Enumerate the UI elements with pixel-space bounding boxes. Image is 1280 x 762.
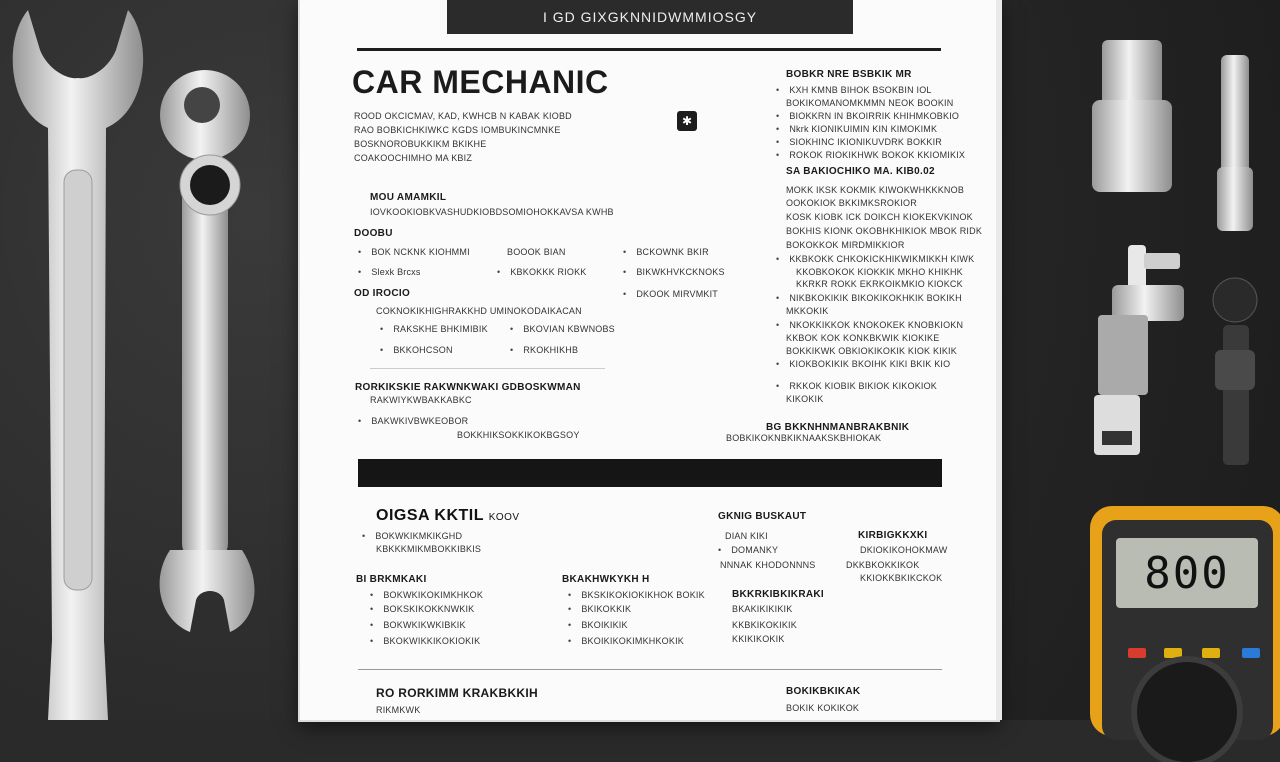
- multimeter: [1090, 506, 1280, 736]
- section2-sub: RAKWIYKWBAKKABKC: [370, 395, 472, 405]
- paper-edge: [996, 0, 1002, 720]
- list-item: • BKSKIKOKIOKIKHOK BOKIK: [568, 589, 705, 602]
- blue-button: [1242, 648, 1260, 658]
- list-item: DKIOKIKOHOKMAW: [860, 545, 948, 555]
- yellow-button: [1164, 648, 1182, 658]
- section4-heading-c: BKKRKIBKIKRAKI: [732, 589, 824, 600]
- right-line: • RKKOK KIOBIK BIKIOK KIKOKIOK: [776, 380, 937, 393]
- list-item: • BAKWKIVBWKEOBOR: [358, 415, 468, 428]
- socket-large: [1090, 40, 1175, 195]
- list-item: • BOK NCKNK KIOHMMI: [358, 246, 470, 259]
- right-line: • SIOKHINC IKIONIKUVDRK BOKKIR: [776, 136, 942, 149]
- right-line: • BIOKKRN IN BKOIRRIK KHIHMKOBKIO: [776, 110, 959, 123]
- dial-knob: [1137, 662, 1237, 762]
- socket-dark: [1205, 270, 1270, 470]
- list-item: • KBKOKKK RIOKK: [497, 266, 586, 279]
- gear-icon: ✱: [677, 111, 697, 131]
- list-item: • DOMANKY: [718, 544, 778, 557]
- list-item: • BOKSKIKOKKNWKIK: [370, 603, 474, 616]
- section3-heading-text: OIGSA KKTIL: [376, 507, 484, 524]
- right-line: BOKKIKWK OBKIOKIKOKIK KIOK KIKIK: [786, 346, 957, 356]
- right-line: • KIOKBOKIKIK BKOIHK KIKI BKIK KIO: [776, 358, 950, 371]
- section3-heading: [376, 507, 520, 525]
- right-line: • KKBKOKK CHKOKICKHIKWIKMIKKH KIWK: [776, 253, 974, 266]
- right-line: KKBOK KOK KONKBKWIK KIOKIKE: [786, 333, 940, 343]
- list-item: • BIKWKHVKCKNOKS: [623, 266, 725, 279]
- section4-heading-b: BKAKHWKYKH H: [562, 574, 650, 585]
- list-item: • RAKSKHE BHKIMIBIK: [380, 323, 488, 336]
- list-item: NNNAK KHODONNNS: [720, 560, 816, 570]
- right-heading-2: SA BAKIOCHIKO MA. KIB0.02: [786, 166, 935, 177]
- section5-right-heading: BOKIKBKIKAK: [786, 686, 861, 697]
- right-line: MOKK IKSK KOKMIK KIWOKWHKKKNOB: [786, 185, 965, 195]
- right-line: MKKOKIK: [786, 306, 829, 316]
- right-line: BOKHIS KIONK OKOBHKHIKIOK MBOK RIDK: [786, 226, 983, 236]
- right-line: • KXH KMNB BIHOK BSOKBIN IOL: [776, 84, 932, 97]
- list-item: • RKOKHIKHB: [510, 344, 578, 357]
- section3-heading-small: KOOV: [488, 512, 520, 523]
- multimeter-face: [1102, 520, 1273, 740]
- section1-sub-b: COKNOKIKHIGHRAKKHD UMINOKODAIKACAN: [376, 306, 582, 316]
- intro-line: COAKOOCHIMHO MA KBIZ: [354, 153, 473, 163]
- list-item: • Slexk Brcxs: [358, 266, 421, 279]
- divider: [370, 368, 605, 369]
- right-line: BOKOKKOK MIRDMIKKIOR: [786, 240, 905, 250]
- right-line: KKRKR ROKK EKRKOIKMKIO KIOKCK: [796, 279, 963, 289]
- multimeter-display: 800: [1116, 538, 1258, 608]
- yellow-button: [1202, 648, 1220, 658]
- ratchet-wrench: [150, 60, 260, 640]
- wrench-large: [8, 0, 148, 720]
- list-item: BKAKIKIKIKIK: [732, 604, 793, 614]
- list-item: • BKOIKIKOKIMKHKOKIK: [568, 635, 684, 648]
- banner-text: I GD GIXGKNNIDWMMIOSGY: [542, 9, 758, 25]
- list-item: • BOKWKIKWKIBKIK: [370, 619, 466, 632]
- list-item: • BKIKOKKIK: [568, 603, 631, 616]
- intro-line: ROOD OKCICMAV, KAD, KWHCB N KABAK KIOBD: [354, 111, 572, 121]
- section3-far-heading: KIRBIGKKXKI: [858, 530, 928, 541]
- list-item: • BKOKWIKKIKOKIOKIK: [370, 635, 480, 648]
- right-footer-1: BG BKKNHNMANBRAKBNIK: [766, 422, 910, 433]
- section5-right-sub: BOKIK KOKIKOK: [786, 703, 860, 713]
- intro-line: BOSKNOROBUKKIKM BKIKHE: [354, 139, 487, 149]
- right-line: KIKOKIK: [786, 394, 824, 404]
- section1-heading: MOU AMAMKIL: [370, 192, 447, 203]
- socket-extension: [1215, 55, 1257, 235]
- resume-title: CAR MECHANIC: [352, 64, 609, 100]
- right-line: • NIKBKOKIKIK BIKOKIKOKHKIK BOKIKH: [776, 292, 962, 305]
- right-line: • Nkrk KIONIKUIMIN KIN KIMOKIMK: [776, 123, 937, 136]
- intro-line: RAO BOBKICHKIWKC KGDS IOMBUKINCMNKE: [354, 125, 561, 135]
- list-item: • BOKWKIKMKIKGHD: [362, 530, 462, 543]
- section1-subtitle: IOVKOOKIOBKVASHUDKIOBDSOMIOHOKKAVSA KWHB: [370, 207, 614, 217]
- list-item: • BKKOHCSON: [380, 344, 453, 357]
- right-footer-2: BOBKIKOKNBKIKNAAKSKBHIOKAK: [726, 433, 882, 443]
- section1-label-a: DOOBU: [354, 228, 393, 239]
- list-item: • BKOVIAN KBWNOBS: [510, 323, 615, 336]
- red-button: [1128, 648, 1146, 658]
- divider: [358, 669, 942, 670]
- section4-heading-a: BI BRKMKAKI: [356, 574, 427, 585]
- section2-heading: RORKIKSKIE RAKWNKWAKI GDBOSKWMAN: [355, 382, 581, 393]
- section5-sub: RIKMKWK: [376, 705, 421, 715]
- list-item: KKIOKKBKIKCKOK: [860, 573, 943, 583]
- list-item: • BOKWKIKOKIMKHKOK: [370, 589, 483, 602]
- section1-label-b: OD IROCIO: [354, 288, 411, 299]
- title-rule: [357, 48, 941, 51]
- right-line: KKOBKOKOK KIOKKIK MKHO KHIKHK: [796, 267, 963, 277]
- section3-right-heading: GKNIG BUSKAUT: [718, 511, 807, 522]
- right-line: OOKOKIOK BKKIMKSROKIOR: [786, 198, 917, 208]
- section-divider-bar: [358, 459, 942, 487]
- list-item: DIAN KIKI: [725, 531, 768, 541]
- right-heading-1: BOBKR NRE BSBKIK MR: [786, 69, 912, 80]
- list-item: • BCKOWNK BKIR: [623, 246, 709, 259]
- section5-heading: RO RORKIMM KRAKBKKIH: [376, 686, 538, 700]
- resume-banner: [447, 0, 853, 34]
- list-item: DKKBKOKKIKOK: [846, 560, 920, 570]
- right-line: • ROKOK RIOKIKHWK BOKOK KKIOMIKIX: [776, 149, 965, 162]
- list-item: KBKKKMIKMBOKKIBKIS: [376, 544, 482, 554]
- list-item: KKBKIKOKIKIK: [732, 620, 797, 630]
- resume-sheet: [300, 0, 998, 720]
- right-line: • NKOKKIKKOK KNOKOKEK KNOBKIOKN: [776, 319, 963, 332]
- list-item: BOOOK BIAN: [507, 247, 566, 257]
- right-line: KOSK KIOBK ICK DOIKCH KIOKEKVKINOK: [786, 212, 973, 222]
- section2-line: BOKKHIKSOKKIKOKBGSOY: [457, 430, 580, 440]
- list-item: • DKOOK MIRVMKIT: [623, 288, 718, 301]
- list-item: KKIKIKOKIK: [732, 634, 785, 644]
- spark-plug: [1092, 245, 1187, 460]
- list-item: • BKOIKIKIK: [568, 619, 628, 632]
- right-line: BOKIKOMANOMKMMN NEOK BOOKIN: [786, 98, 954, 108]
